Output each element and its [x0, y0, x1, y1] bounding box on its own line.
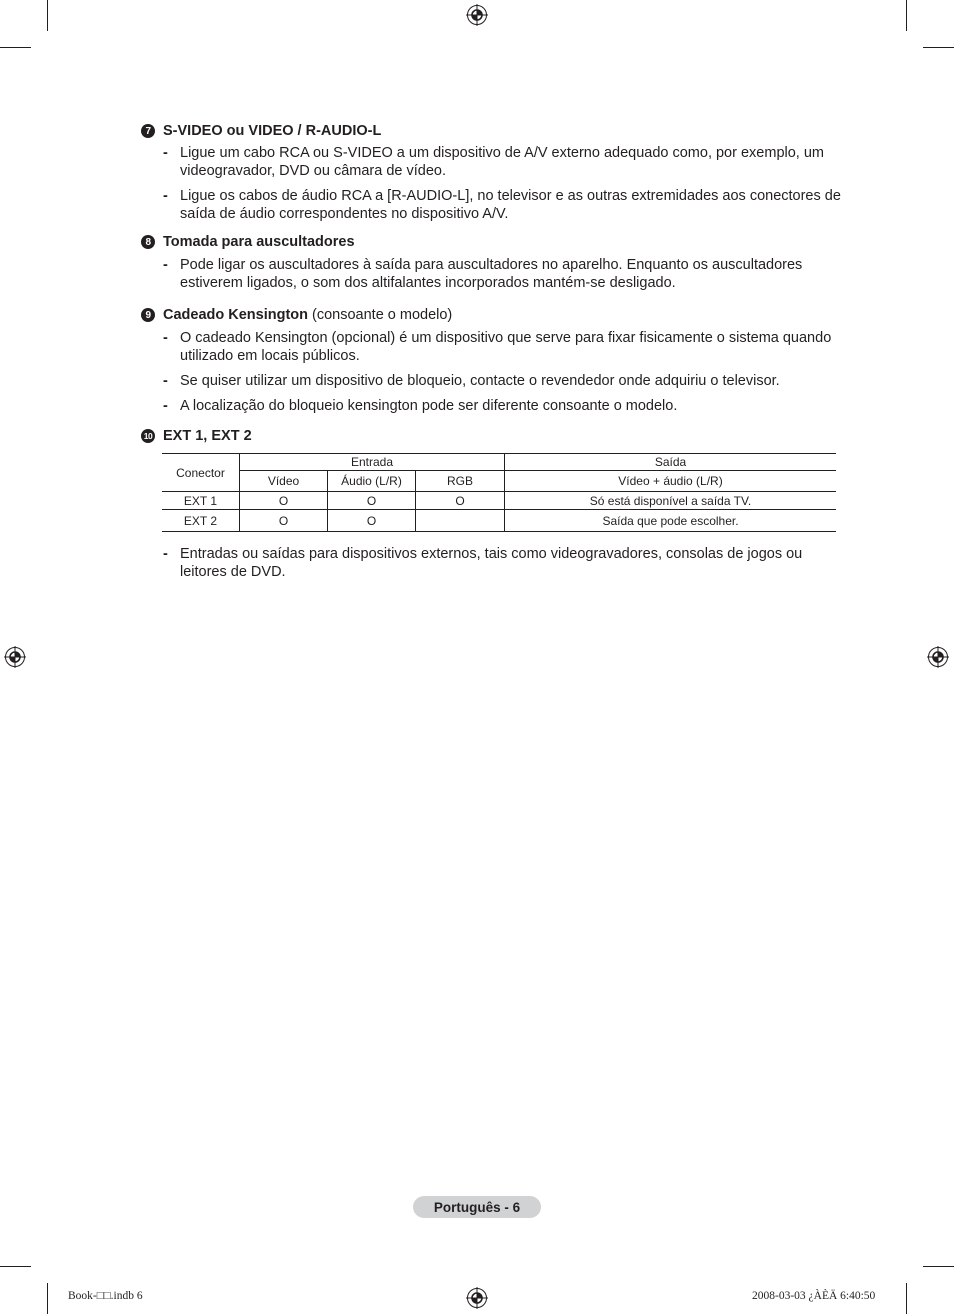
cell-video: O	[240, 510, 328, 532]
section-title: Tomada para auscultadores	[163, 234, 355, 250]
print-slug-date: 2008-03-03 ¿ÀÈÄ 6:40:50	[752, 1290, 876, 1302]
table-row	[162, 492, 836, 510]
list-item	[141, 256, 841, 292]
page-number-label: Português - 6	[413, 1196, 541, 1218]
registration-mark-icon	[466, 1287, 488, 1309]
crop-mark	[0, 47, 31, 48]
table-row	[162, 510, 836, 532]
bullet-text: Ligue um cabo RCA ou S-VIDEO a um dispositivo de A/V externo adequado como, por exemplo, um videogravador, DVD ou câmara de vídeo.	[180, 145, 824, 179]
bullet-text: Se quiser utilizar um dispositivo de bloqueio, contacte o revendedor onde adquiriu o televisor.	[180, 373, 780, 389]
crop-mark	[906, 1283, 907, 1314]
ext-connector-table	[162, 453, 836, 532]
bullet-text: Pode ligar os auscultadores à saída para auscultadores no aparelho. Enquanto os auscultadores estiverem ligados, o som dos altifalantes incorporados mantém-se desligado.	[180, 257, 803, 291]
header-connector: Conector	[162, 454, 240, 492]
section-s-video	[141, 121, 841, 223]
section-title: Cadeado Kensington	[163, 307, 309, 323]
section-ext	[141, 426, 841, 446]
cell-connector: EXT 1	[162, 492, 240, 510]
bullet-dash: -	[163, 373, 168, 389]
section-number-badge: 8	[141, 235, 155, 249]
section-ext-notes	[141, 539, 841, 581]
section-number-badge: 10	[141, 429, 155, 443]
crop-mark	[923, 1266, 954, 1267]
bullet-dash: -	[163, 257, 168, 273]
list-item	[141, 372, 841, 390]
registration-mark-icon	[927, 646, 949, 668]
subheader-audio: Áudio (L/R)	[328, 471, 416, 492]
cell-audio: O	[328, 510, 416, 532]
print-slug-file: Book-□□.indb 6	[68, 1290, 143, 1302]
section-number-badge: 9	[141, 308, 155, 322]
section-heading	[141, 121, 841, 141]
list-item	[141, 397, 841, 415]
registration-mark-icon	[4, 646, 26, 668]
bullet-text: A localização do bloqueio kensington pode ser diferente consoante o modelo.	[180, 398, 678, 414]
section-heading	[141, 305, 841, 325]
crop-mark	[906, 0, 907, 31]
subheader-output: Vídeo + áudio (L/R)	[505, 471, 837, 492]
cell-rgb	[416, 510, 505, 532]
bullet-dash: -	[163, 330, 168, 346]
cell-video: O	[240, 492, 328, 510]
section-title: S-VIDEO ou VIDEO / R-AUDIO-L	[163, 123, 382, 139]
crop-mark	[47, 1283, 48, 1314]
crop-mark	[0, 1266, 31, 1267]
cell-output: Saída que pode escolher.	[505, 510, 837, 532]
subheader-rgb: RGB	[416, 471, 505, 492]
cell-audio: O	[328, 492, 416, 510]
cell-connector: EXT 2	[162, 510, 240, 532]
table-subheader-row	[162, 471, 836, 492]
bullet-dash: -	[163, 398, 168, 414]
section-number-badge: 7	[141, 124, 155, 138]
section-heading	[141, 232, 841, 252]
list-item	[141, 329, 841, 365]
section-kensington	[141, 305, 841, 415]
crop-mark	[47, 0, 48, 31]
bullet-text: Ligue os cabos de áudio RCA a [R-AUDIO-L], no televisor e as outras extremidades aos conectores de saída de áudio correspondentes no dispositivo A/V.	[180, 188, 841, 222]
bullet-text: Entradas ou saídas para dispositivos externos, tais como videogravadores, consolas de jogos ou leitores de DVD.	[180, 546, 803, 580]
subheader-video: Vídeo	[240, 471, 328, 492]
cell-output: Só está disponível a saída TV.	[505, 492, 837, 510]
bullet-dash: -	[163, 145, 168, 161]
table-header-row	[162, 454, 836, 471]
section-note: (consoante o modelo)	[312, 307, 453, 323]
cell-rgb: O	[416, 492, 505, 510]
list-item	[141, 187, 841, 223]
registration-mark-icon	[466, 4, 488, 26]
list-item	[141, 144, 841, 180]
crop-mark	[923, 47, 954, 48]
list-item	[141, 545, 841, 581]
header-input: Entrada	[240, 454, 505, 471]
section-title: EXT 1, EXT 2	[163, 428, 252, 444]
bullet-dash: -	[163, 188, 168, 204]
header-output: Saída	[505, 454, 837, 471]
bullet-dash: -	[163, 546, 168, 562]
section-headphones	[141, 232, 841, 292]
section-heading	[141, 426, 841, 446]
bullet-text: O cadeado Kensington (opcional) é um dispositivo que serve para fixar fisicamente o sistema quando utilizado em locais públicos.	[180, 330, 832, 364]
